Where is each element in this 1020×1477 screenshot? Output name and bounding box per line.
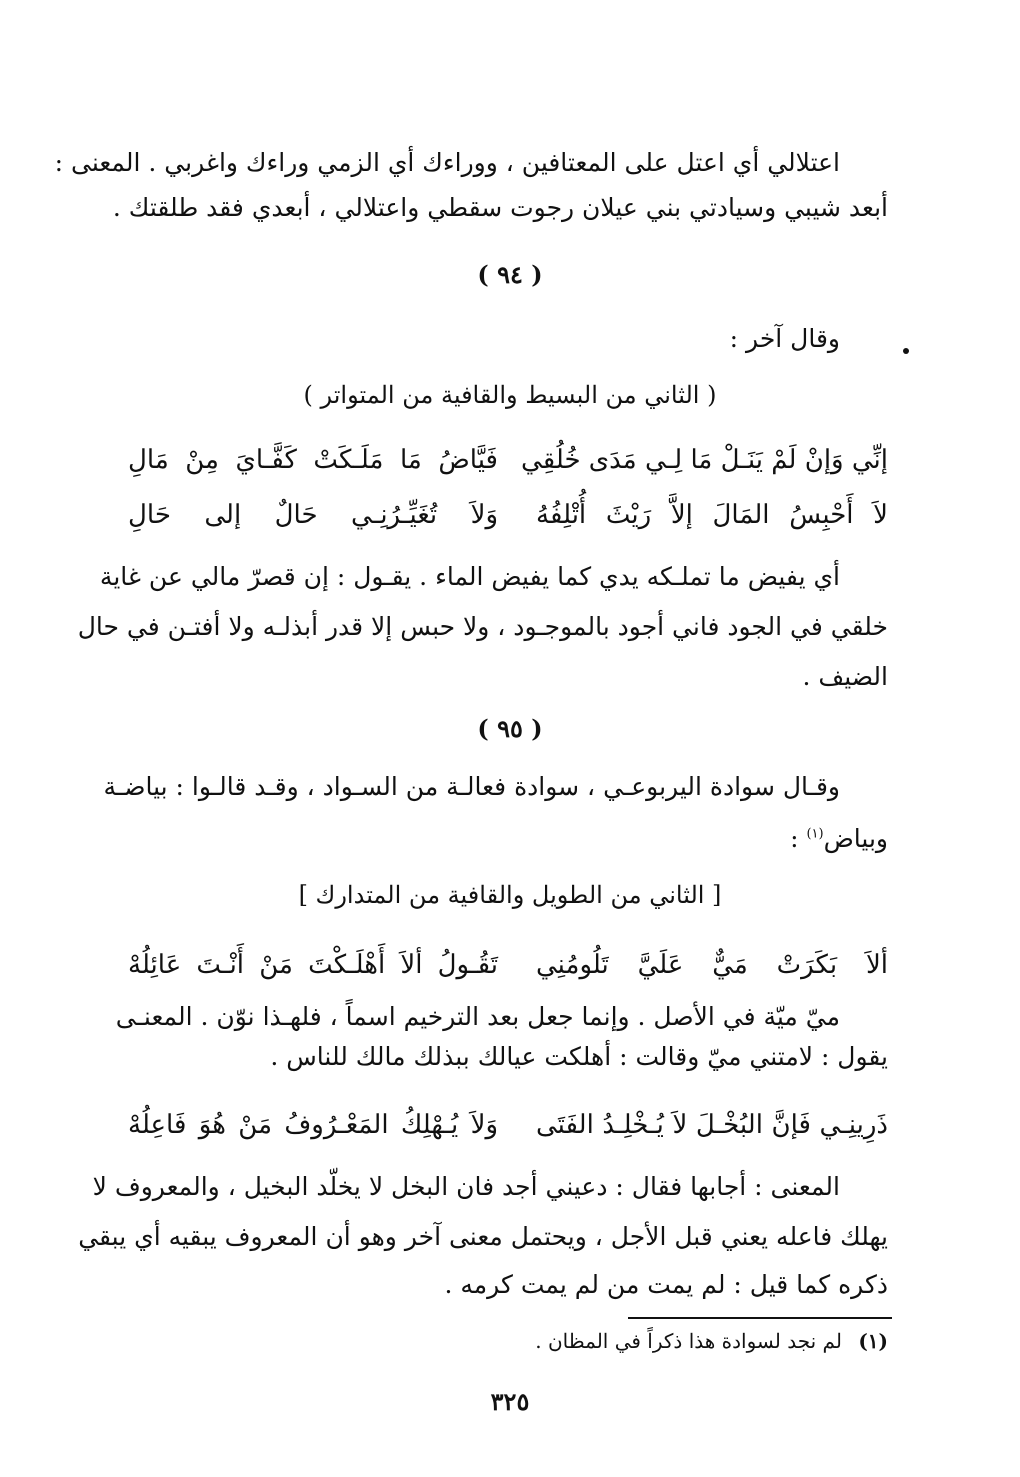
- section-95-intro-2: [128, 822, 888, 856]
- footnote: [328, 1326, 888, 1356]
- margin-dot: [903, 348, 909, 354]
- verse-hemistich-1: ألاَ بَكَرَتْ مَيٌّ عَلَيَّ تَلُومُنِي: [536, 950, 888, 980]
- section-94-meter: ( الثاني من البسيط والقافية من المتواتر ): [303, 381, 717, 409]
- section-95-commentary-2-line-3: ذكره كما قيل : لم يمت من لم يمت كرمه .: [444, 1270, 888, 1299]
- section-95-intro-1: وقـال سوادة اليربوعـي ، سوادة فعالـة من السـواد ، وقـد قالـوا : بياضـة: [103, 772, 840, 801]
- section-95-intro-2-tail: :: [790, 824, 807, 853]
- footnote-mark: (١): [858, 1329, 888, 1353]
- section-94-commentary-2: خلقي في الجود فاني أجود بالموجـود ، ولا حبس إلا قدر أبذلـه ولا أفتـن في حال: [77, 612, 888, 641]
- section-94-commentary-3: الضيف .: [802, 662, 888, 691]
- section-95-commentary-2-line-2: يهلك فاعله يعني قبل الأجل ، ويحتمل معنى آخر وهو أن المعروف يبقيه أي يبقي: [78, 1222, 888, 1251]
- footnote-text: لم نجد لسوادة هذا ذكراً في المظان .: [535, 1329, 842, 1353]
- section-number-94: ( ٩٤ ): [477, 260, 543, 289]
- section-95-verse-1: [128, 945, 888, 985]
- verse-hemistich-1: إنِّي وَإنْ لَمْ يَنَـلْ مَا لِـي مَدَى خُلُقِي: [521, 445, 888, 475]
- section-95-verse-2: [128, 1105, 888, 1145]
- intro-line-2: أبعد شيبي وسيادتي بني عيلان رجوت سقطي واعتلالي ، أبعدي فقد طلقتك .: [112, 193, 888, 222]
- section-95-commentary-2-line-1: المعنى : أجابها فقال : دعيني أجد فان البخل لا يخلّد البخيل ، والمعروف لا: [92, 1172, 840, 1201]
- section-94-verse-1: [128, 440, 888, 480]
- section-95-intro-2-text: وبياض: [823, 824, 888, 853]
- intro-line-1: اعتلالي أي اعتل على المعتافين ، ووراءك أي الزمي وراءك واغربي . المعنى :: [54, 148, 840, 177]
- footnote-reference[interactable]: (١): [806, 826, 824, 842]
- verse-hemistich-2: وَلاَ تُغَيِّـرُنِـي حَالٌ إلى حَالِ: [128, 500, 498, 530]
- verse-hemistich-2: تَقُـولُ ألاَ أَهْلَـكْتَ مَنْ أَنْـتَ عَائِلُهْ: [128, 950, 498, 980]
- verse-hemistich-1: ذَرِينِـي فَإنَّ البُخْـلَ لاَ يُـخْلِـدُ الفَتَى: [536, 1110, 888, 1140]
- footnote-divider: [628, 1317, 892, 1319]
- verse-hemistich-2: فَيَّاضُ مَا مَلَـكَتْ كَفَّـايَ مِنْ مَالِ: [128, 445, 498, 475]
- section-95-commentary-1-line-1: ميّ ميّة في الأصل . وإنما جعل بعد الترخيم اسماً ، فلهـذا نوّن . المعنـى: [115, 1002, 840, 1031]
- verse-hemistich-2: وَلاَ يُـهْلِكُ المَعْـرُوفُ مَنْ هُوَ فَاعِلُهْ: [128, 1110, 498, 1140]
- section-94-verse-2: [128, 495, 888, 535]
- page-number: ٣٢٥: [490, 1387, 530, 1416]
- section-94-intro: وقال آخر :: [729, 324, 840, 353]
- verse-hemistich-1: لاَ أَحْبِسُ المَالَ إلاَّ رَيْثَ أُتْلِفُهُ: [536, 500, 888, 530]
- section-95-commentary-1-line-2: يقول : لامتني ميّ وقالت : أهلكت عيالك ببذلك مالك للناس .: [270, 1042, 888, 1071]
- section-number-95: ( ٩٥ ): [477, 714, 543, 743]
- section-95-meter: [ الثاني من الطويل والقافية من المتدارك ]: [298, 881, 722, 909]
- section-94-commentary-1: أي يفيض ما تملـكه يدي كما يفيض الماء . يقـول : إن قصرّ مالي عن غاية: [99, 562, 840, 591]
